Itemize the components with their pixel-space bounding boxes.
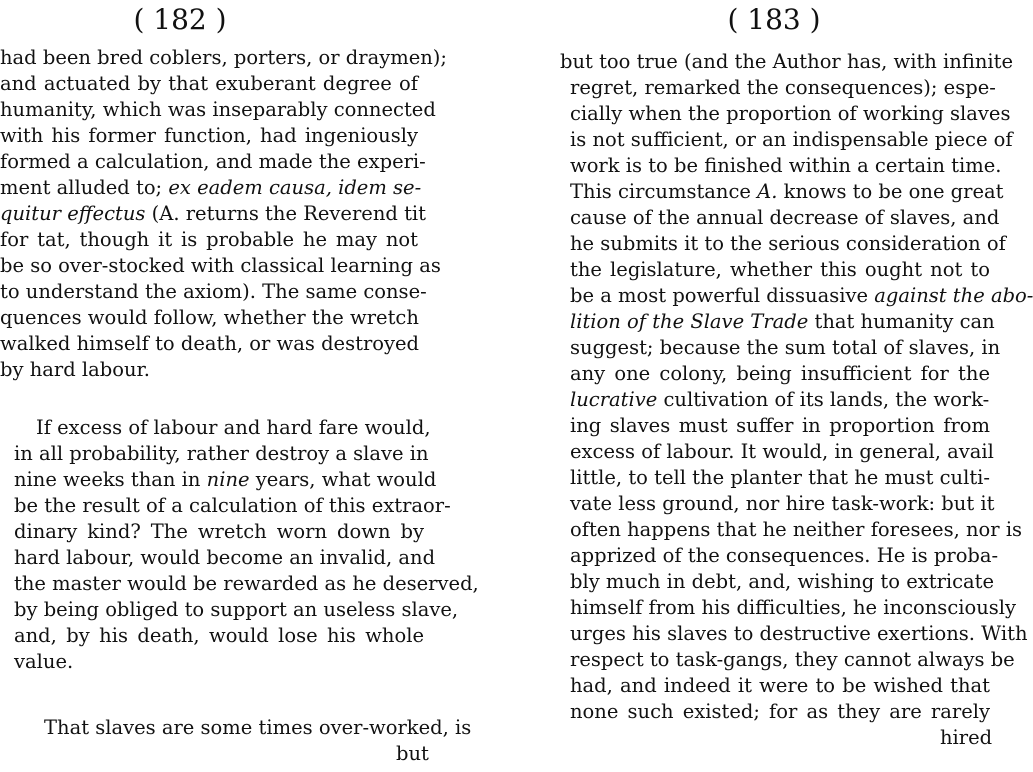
text-line: to understand the axiom). The same conse- (0, 280, 427, 303)
latin-phrase: quitur effectus (0, 202, 146, 225)
text-span: cultivation of its lands, the work- (663, 388, 990, 411)
text-line (570, 284, 1033, 308)
text-line: had been bred coblers, porters, or draymen); (0, 46, 447, 69)
text-line: regret, remarked the consequences); espe- (570, 76, 996, 99)
text-line: walked himself to death, or was destroyed (0, 332, 420, 355)
catchword: hired (940, 726, 993, 749)
text-line: vate less ground, nor hire task-work: but it (570, 492, 995, 515)
text-span: be a most powerful dissuasive (570, 284, 869, 307)
italic-word: nine (206, 468, 250, 491)
text-line: little, to tell the planter that he must culti- (570, 466, 990, 489)
text-line: be so over-stocked with classical learning as (0, 254, 441, 277)
text-line: respect to task-gangs, they cannot always be (570, 648, 1015, 671)
text-line: If excess of labour and hard fare would, (36, 416, 431, 439)
text-span: (A. returns the Reverend tit (151, 202, 426, 225)
text-line: with his former function, had ingeniously (0, 124, 418, 147)
text-line: by hard labour. (0, 358, 150, 381)
text-line: and actuated by that exuberant degree of (0, 72, 418, 95)
italic-phrase: against the abo- (874, 284, 1033, 307)
text-line: had, and indeed it were to be wished that (570, 674, 990, 697)
italic-word: lucrative (570, 388, 658, 411)
text-line: the master would be rewarded as he deserved, (14, 572, 479, 595)
text-line: quences would follow, whether the wretch (0, 306, 419, 329)
text-line: in all probability, rather destroy a slave in (14, 442, 429, 465)
text-line: is not sufficient, or an indispensable piece of (570, 128, 1013, 151)
text-line: work is to be finished within a certain time. (570, 154, 1002, 177)
catchword: but (396, 742, 429, 765)
right-page (560, 0, 1033, 772)
text-span: knows to be one great (783, 180, 1004, 203)
text-line: often happens that he neither foresees, nor is (570, 518, 1023, 541)
text-line (570, 310, 995, 334)
text-line: bly much in debt, and, wishing to extricate (570, 570, 995, 593)
text-span: This circumstance (570, 180, 751, 203)
text-line: any one colony, being insufficient for the (570, 362, 990, 385)
text-line: ing slaves must suffer in proportion from (570, 414, 990, 437)
text-line: urges his slaves to destructive exertions. With (570, 622, 1028, 645)
text-line (570, 180, 1004, 204)
text-line: humanity, which was inseparably connected (0, 98, 436, 121)
text-line: be the result of a calculation of this extraor- (14, 494, 451, 517)
text-line: suggest; because the sum total of slaves, in (570, 336, 1001, 359)
text-line: for tat, though it is probable he may not (0, 228, 418, 251)
left-page (0, 0, 479, 772)
text-line: apprized of the consequences. He is proba- (570, 544, 999, 567)
text-line: the legislature, whether this ought not to (570, 258, 990, 281)
text-line (0, 202, 426, 226)
text-line: he submits it to the serious consideration of (570, 232, 1006, 255)
text-span: nine weeks than in (14, 468, 201, 491)
text-line: formed a calculation, and made the experi- (0, 150, 426, 173)
text-line: dinary kind? The wretch worn down by (14, 520, 424, 543)
text-line: by being obliged to support an useless slave, (14, 598, 459, 621)
text-line (14, 468, 437, 492)
italic-phrase: lition of the Slave Trade (570, 310, 809, 333)
text-span: years, what would (255, 468, 437, 491)
text-line: cause of the annual decrease of slaves, and (570, 206, 1000, 229)
text-line: but too true (and the Author has, with infinite (560, 50, 1014, 73)
text-span: that humanity can (814, 310, 995, 333)
text-line: That slaves are some times over-worked, is (44, 716, 472, 739)
text-line (570, 388, 990, 412)
text-line: and, by his death, would lose his whole (14, 624, 424, 647)
text-line: none such existed; for as they are rarely (570, 700, 990, 723)
italic-initial: A. (757, 180, 778, 203)
latin-phrase: ex eadem causa, idem se- (168, 176, 422, 199)
text-line: cially when the proportion of working slaves (570, 102, 1011, 125)
text-line (0, 176, 422, 200)
text-span: ment alluded to; (0, 176, 163, 199)
text-line: excess of labour. It would, in general, avail (570, 440, 994, 463)
page-number-header: ( 183 ) (727, 3, 821, 36)
text-line: value. (14, 650, 74, 673)
page-number-header: ( 182 ) (133, 3, 227, 36)
text-line: himself from his difficulties, he inconsciously (570, 596, 1017, 619)
text-line: hard labour, would become an invalid, and (14, 546, 436, 569)
